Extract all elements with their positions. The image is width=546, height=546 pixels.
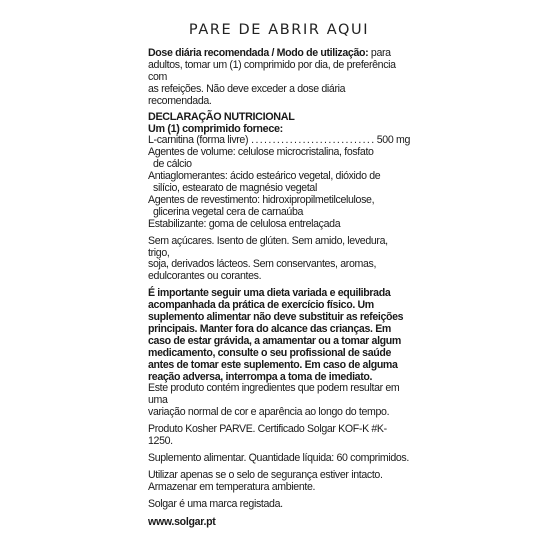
free-from-statement <box>148 236 410 284</box>
color-variation-note <box>148 383 410 419</box>
anticaking-agents-1: Antiaglomerantes: ácido esteárico vegetal, dióxido de <box>148 170 381 183</box>
color-note-2: variação normal de cor e aparência ao longo do tempo. <box>148 406 390 419</box>
dosage-instructions <box>148 48 410 108</box>
warning-line-4: principais. Manter fora do alcance das crianças. Em <box>148 322 391 335</box>
free-from-1: Sem açúcares. Isento de glúten. Sem amido, levedura, trigo, <box>148 234 388 259</box>
warning-line-2: acompanhada da prática de exercício físico. Um <box>148 299 374 312</box>
bulking-agents-2: de cálcio <box>153 158 192 171</box>
website-link: www.solgar.pt <box>148 515 216 528</box>
stabilizer: Estabilizante: goma de celulosa entrelaçada <box>148 217 341 230</box>
dosage-text-3: as refeições. Não deve exceder a dose diária recomendada. <box>148 82 346 107</box>
nutrient-name: L-carnitina (forma livre) <box>148 134 249 147</box>
bulking-agents-1: Agentes de volume: celulose microcristalina, fosfato <box>148 146 374 159</box>
warning-line-8: reação adversa, interrompa a toma de imediato. <box>148 370 373 383</box>
safety-seal-note: Utilizar apenas se o selo de segurança estiver intacto. <box>148 468 383 481</box>
nutrition-heading: DECLARAÇÃO NUTRICIONAL <box>148 110 295 123</box>
net-quantity: Suplemento alimentar. Quantidade líquida: 60 comprimidos. <box>148 452 409 464</box>
anticaking-agents-2: silício, estearato de magnésio vegetal <box>153 181 317 194</box>
warning-statement <box>148 288 410 383</box>
nutrient-amount: 500 mg <box>376 134 410 147</box>
trademark-note: Solgar é uma marca registada. <box>148 497 283 510</box>
warning-line-6: medicamento, consulte o seu profissional de saúde <box>148 346 392 359</box>
dosage-text-2: adultos, tomar um (1) comprimido por dia, de preferência com <box>148 58 396 83</box>
warning-line-3: suplemento alimentar não deve substituir as refeições <box>148 311 404 324</box>
dosage-label: Dose diária recomendada / Modo de utilização: <box>148 47 369 59</box>
storage-note: Armazenar em temperatura ambiente. <box>148 480 316 493</box>
serving-provides: Um (1) comprimido fornece: <box>148 122 283 135</box>
kosher-certification: Produto Kosher PARVE. Certificado Solgar KOF-K #K-1250. <box>148 423 387 448</box>
free-from-3: edulcorantes ou corantes. <box>148 270 262 283</box>
color-note-1: Este produto contém ingredientes que podem resultar em uma <box>148 382 400 407</box>
coating-agents-1: Agentes de revestimento: hidroxipropilmetilcelulose, <box>148 193 375 206</box>
excipients-list <box>148 147 410 230</box>
warning-line-7: antes de tomar este suplemento. Em caso de alguma <box>148 358 398 371</box>
stop-opening-here: PARE DE ABRIR AQUI <box>188 22 370 38</box>
supplement-label-text <box>148 22 410 528</box>
dosage-text-1: para <box>368 47 391 59</box>
coating-agents-2: glicerina vegetal cera de carnaúba <box>153 205 304 218</box>
warning-line-1: É importante seguir uma dieta variada e equilibrada <box>148 287 391 300</box>
free-from-2: soja, derivados lácteos. Sem conservantes, aromas, <box>148 258 377 271</box>
warning-line-5: caso de estar grávida, a amamentar ou a tomar algum <box>148 334 401 347</box>
